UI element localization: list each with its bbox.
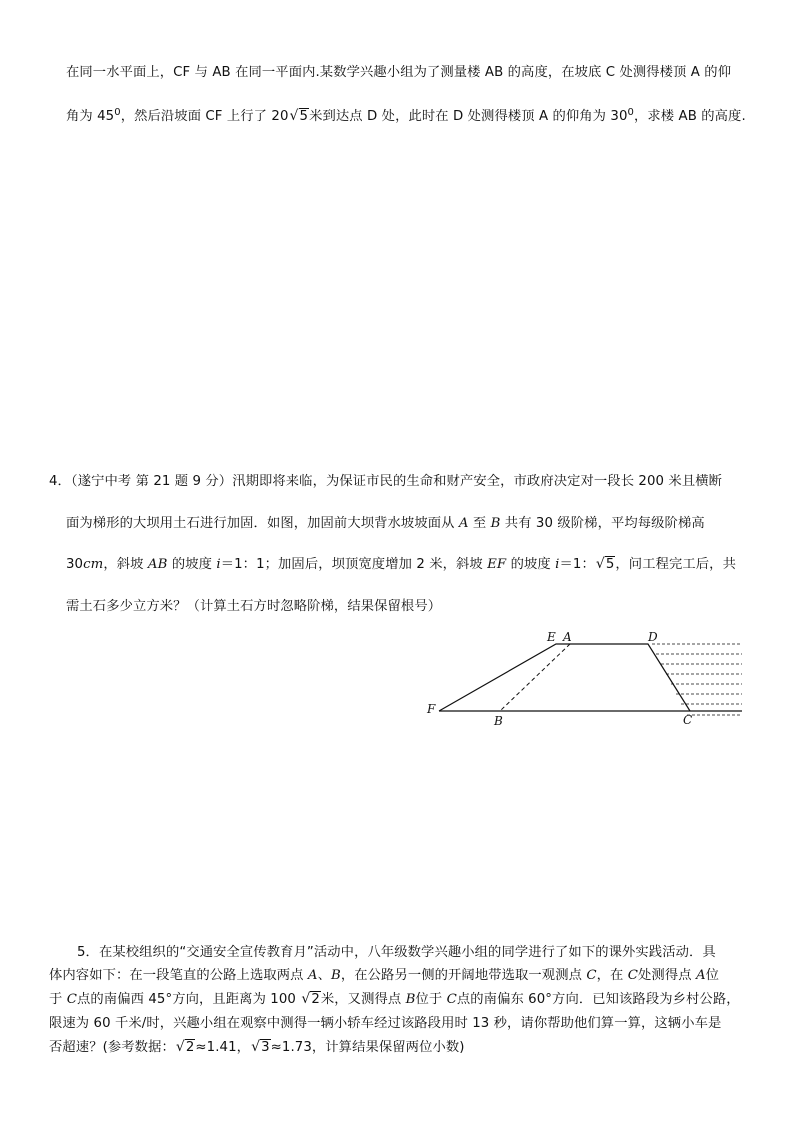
sqrt-symbol (597, 556, 616, 574)
q3-text-1: 在同一水平面上，CF 与 AB 在同一平面内.某数学兴趣小组为了测量楼 AB 的高度，在坡底 C 处测得楼顶 A 的仰 (66, 65, 732, 80)
radicand: 2 (311, 992, 320, 1007)
radicand: 2 (185, 1040, 195, 1055)
old-slope-AB (500, 644, 570, 711)
q3-text-2d: ，求楼 AB 的高度. (634, 109, 746, 124)
q5-text-3b: 点的南偏西 45°方向，且距离为 100 (77, 992, 301, 1007)
var-A: A (695, 968, 706, 983)
q3-text-2c: 米到达点 D 处，此时在 D 处测得楼顶 A 的仰角为 30 (309, 109, 628, 124)
q5-text-2a: 体内容如下：在一段笔直的公路上选取两点 (49, 968, 308, 983)
label-F: F (427, 702, 436, 716)
var-B: B (405, 992, 416, 1007)
var-A: A (307, 968, 318, 983)
sqrt-symbol (302, 991, 321, 1009)
q5-line-5 (49, 1039, 465, 1057)
q5-line-4 (49, 1015, 721, 1033)
q5-text-2e: 位 (705, 968, 720, 983)
q4-line-2 (66, 515, 705, 533)
degree-sup-2: 0 (627, 107, 634, 118)
var-B: B (490, 516, 501, 531)
radicand: 3 (261, 1040, 270, 1055)
q4-text-2a: 面为梯形的大坝用土石进行加固．如图，加固前大坝背水坡坡面从 (66, 516, 459, 531)
q4-text-3f: ＝1： (559, 557, 595, 572)
var-C: C (66, 992, 78, 1007)
q4-text-3a: 30 (66, 557, 84, 572)
dam-trapezoid-figure (420, 625, 750, 735)
label-A: A (563, 630, 572, 644)
q5-sep: 、 (317, 968, 331, 983)
var-AB: AB (147, 557, 168, 572)
radicand: 5 (299, 109, 309, 124)
q4-line-1 (49, 473, 722, 491)
q4-text-4: 需土石多少立方米？（计算土石方时忽略阶梯，结果保留根号） (66, 599, 442, 614)
sqrt-symbol (252, 1039, 271, 1057)
sqrt-symbol (177, 1039, 196, 1057)
q5-text-4: 限速为 60 千米/时，兴趣小组在观察中测得一辆小轿车经过该路段用时 13 秒，请你帮助他们算一算，这辆小车是 (49, 1016, 722, 1031)
sqrt-symbol (291, 108, 310, 126)
var-EF: EF (487, 557, 507, 572)
q5-text-2d: 处测得点 (638, 968, 696, 983)
q5-text-5c: ≈1.73，计算结果保留两位小数) (270, 1040, 465, 1055)
label-B: B (494, 714, 503, 728)
var-C: C (446, 992, 457, 1007)
q3-text-2b: ，然后沿坡面 CF 上行了 20 (120, 109, 289, 124)
q4-text-3b: ，斜坡 (103, 557, 148, 572)
q5-line-1 (77, 944, 716, 962)
q5-line-2 (49, 967, 719, 985)
q5-text-2b: ，在公路另一侧的开阔地带选取一观测点 (340, 968, 587, 983)
q5-text-2c: ，在 (596, 968, 628, 983)
q4-text-3c: 的坡度 (167, 557, 217, 572)
unit-cm: cm (83, 557, 104, 572)
q4-text-3e: 的坡度 (506, 557, 556, 572)
q5-text-3e: 点的南偏东 60°方向．已知该路段为乡村公路， (456, 992, 740, 1007)
label-D: D (648, 630, 658, 644)
dam-outline (439, 644, 690, 711)
q5-text-1: 5．在某校组织的“交通安全宣传教育月”活动中，八年级数学兴趣小组的同学进行了如下的课外实践活动．具 (77, 945, 716, 960)
q4-text-1: 4．（遂宁中考 第 21 题 9 分）汛期即将来临，为保证市民的生命和财产安全，市政府决定对一段长 200 米且横断 (49, 474, 723, 489)
q5-text-3a: 于 (49, 992, 67, 1007)
q4-text-3d: ＝1：1；加固后，坝顶宽度增加 2 米，斜坡 (220, 557, 488, 572)
degree-sup-1: 0 (114, 107, 121, 118)
var-C: C (586, 968, 597, 983)
q4-line-4 (66, 598, 441, 616)
q4-text-2c: 共有 30 级阶梯，平均每级阶梯高 (500, 516, 705, 531)
water-hatching (652, 644, 742, 715)
q5-text-5a: 否超速？(参考数据： (49, 1040, 175, 1055)
q5-text-3c: 米，又测得点 (320, 992, 406, 1007)
var-A: A (458, 516, 469, 531)
q3-line-2 (66, 104, 746, 126)
q5-text-3d: 位于 (415, 992, 447, 1007)
q4-line-3 (66, 556, 736, 574)
var-C: C (627, 968, 639, 983)
var-i-1: i (216, 557, 221, 572)
q5-text-5b: ≈1.41， (195, 1040, 251, 1055)
label-E: E (547, 630, 556, 644)
q3-text-2a: 角为 45 (66, 109, 115, 124)
q5-line-3 (49, 991, 740, 1009)
radicand: 5 (605, 557, 615, 572)
q4-text-2b: 至 (468, 516, 491, 531)
var-B: B (330, 968, 341, 983)
q4-text-3g: ，问工程完工后，共 (615, 557, 736, 572)
label-C: C (683, 713, 693, 727)
var-i-2: i (555, 557, 560, 572)
q3-line-1 (66, 64, 731, 82)
